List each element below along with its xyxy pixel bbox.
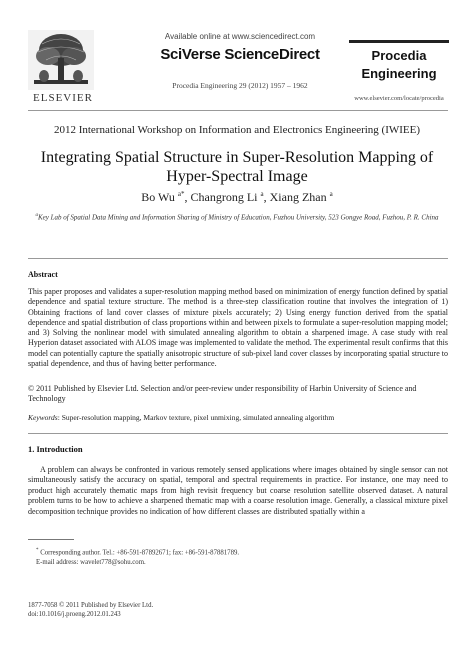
workshop-name: 2012 International Workshop on Information and Electronics Engineering (IWIEE): [53, 124, 421, 136]
journal-name-line1: Procedia: [371, 48, 427, 63]
author-1: Bo Wu: [141, 190, 175, 204]
footnote-contact: [36, 546, 446, 558]
author-2: Changrong Li: [190, 190, 258, 204]
author-2-affil: a: [260, 190, 264, 198]
author-separator: ,: [263, 190, 270, 204]
keywords-label: Keywords: [28, 413, 58, 422]
abstract-text: This paper proposes and validates a super-resolution mapping method based on minimization of energy function defined by spatial dependence and spatial texture structure. The method is a three-step classification routine that involves the integration of 1) Obtaining fractions of land cover classes of mixture pixels accurately; 2) Using energy function derived from the spatial dependence and spatial distribution of class proportions within and between pixels to formulate a super-resolution mapping model; and 3) Solving the nonlinear model with simulated annealing algorithm to obtain a sharpened image. A case study with real Hyperion dataset associated with ALOS image was implemented to validate the method. The experimental result confirms that this model can potentially capture the spatially anisotropic structure of sub-pixel land cover classes by incorporating spatial structure to spatial dependence, and thus of having better performance.: [28, 287, 448, 369]
paper-title-line1: Integrating Spatial Structure in Super-Resolution Mapping of: [40, 149, 434, 166]
author-list: [20, 190, 454, 205]
issn-block: [28, 601, 328, 619]
footnote-marker: *: [36, 548, 39, 553]
author-3-affil: a: [329, 190, 333, 198]
affiliation-marker: a: [35, 213, 38, 218]
paper-title: [20, 148, 454, 186]
abstract-heading: Abstract: [28, 270, 58, 279]
author-1-affil: a*: [177, 190, 185, 198]
author-separator: ,: [184, 190, 191, 204]
elsevier-tree-logo-icon: [28, 30, 94, 90]
journal-header: [0, 0, 474, 110]
footnote-contact-text: Corresponding author. Tel.: +86-591-87892671; fax: +86-591-87881789.: [40, 549, 240, 557]
publisher-name: ELSEVIER: [33, 92, 93, 104]
footnote-divider: [28, 539, 74, 540]
keywords-text: : Super-resolution mapping, Markov texture, pixel unmixing, simulated annealing algorithm: [57, 413, 335, 422]
platform-name: SciVerse ScienceDirect: [160, 46, 320, 63]
intro-heading: 1. Introduction: [28, 444, 83, 454]
paper-title-line2: Hyper-Spectral Image: [166, 168, 308, 185]
journal-url: www.elsevier.com/locate/procedia: [354, 95, 444, 102]
footnote-email: E-mail address: wavelet778@sohu.com.: [36, 559, 146, 567]
header-divider: [28, 110, 448, 111]
footnote: [36, 546, 446, 568]
journal-reference: Procedia Engineering 29 (2012) 1957 – 1962: [172, 81, 308, 90]
copyright-notice: © 2011 Published by Elsevier Ltd. Selection and/or peer-review under responsibility of Harbin University of Science and Technology: [28, 384, 417, 404]
journal-name: [349, 47, 449, 83]
author-3: Xiang Zhan: [269, 190, 327, 204]
available-online-text: Available online at www.sciencedirect.com: [164, 32, 316, 41]
journal-name-line2: Engineering: [361, 66, 437, 81]
intro-text: A problem can always be confronted in various remotely sensed applications where images obtained by single sensor can not simultaneously satisfy the accuracy on spatial, temporal and spectral requirements in practice. For instance, one may need to product high accurately thematic maps from high revisit frequency but coarse resolution satellite observed dataset. A natural problem turns to be how to achieve a sharpened thematic map with a coarse resolution image. Generally, a classical mixture pixel decomposition technique provides no indication of how different classes are distributed spatially within a: [28, 465, 448, 516]
keywords: [28, 413, 448, 423]
doi-text: doi:10.1016/j.proeng.2012.01.243: [28, 611, 121, 618]
affiliation: [28, 211, 446, 222]
issn-text: 1877-7058 © 2011 Published by Elsevier Ltd.: [28, 602, 154, 609]
journal-logo-box: [349, 40, 449, 93]
affiliation-text: Key Lab of Spatial Data Mining and Information Sharing of Ministry of Education, Fuzhou University, 523 Gongye Road, Fuzhou, P. R. China: [37, 213, 439, 222]
section-divider: [28, 258, 448, 259]
section-divider: [28, 433, 448, 434]
